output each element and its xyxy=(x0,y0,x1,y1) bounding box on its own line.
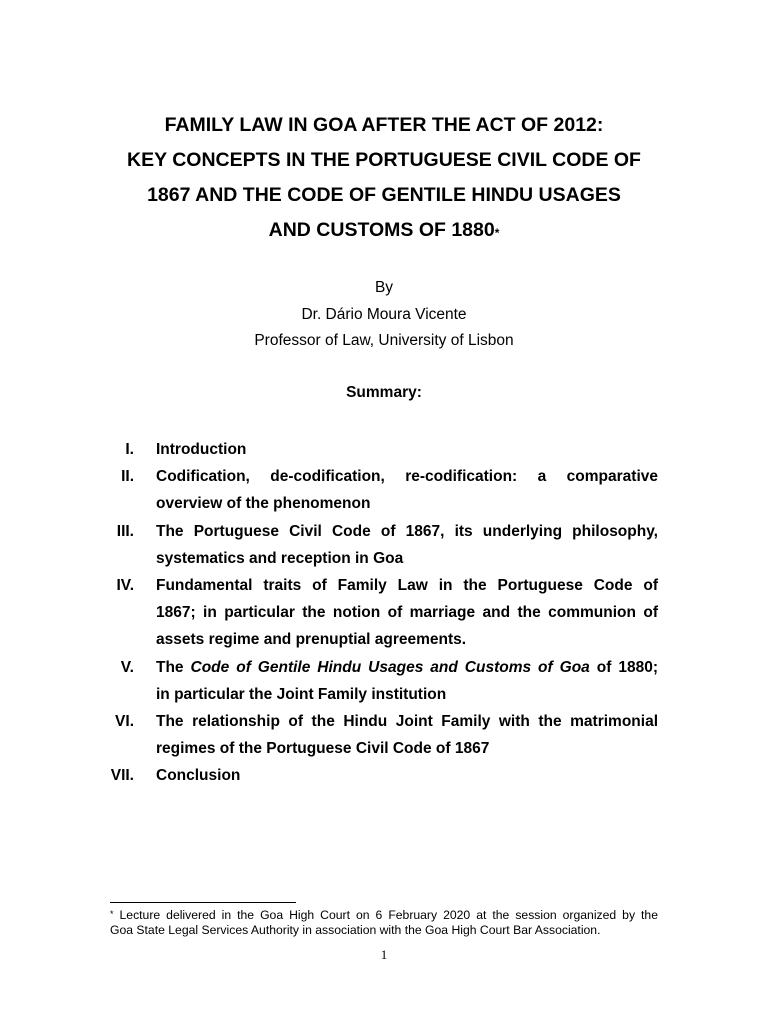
footnote-divider xyxy=(110,902,296,903)
summary-item-number: VI. xyxy=(115,713,134,731)
title-line-4-text: AND CUSTOMS OF 1880 xyxy=(268,219,495,241)
title-line-1: FAMILY LAW IN GOA AFTER THE ACT OF 2012: xyxy=(164,114,604,136)
summary-item-line: in particular the Joint Family institution xyxy=(156,685,447,703)
summary-list xyxy=(100,436,658,790)
page-number: 1 xyxy=(380,947,388,962)
summary-item-line: Codification, de-codification, re-codification: a comparative xyxy=(156,468,658,486)
summary-item-number: VII. xyxy=(110,767,134,785)
summary-item-6 xyxy=(100,708,658,762)
summary-item-line: The relationship of the Hindu Joint Family with the matrimonial xyxy=(156,713,658,731)
byline xyxy=(60,275,708,355)
summary-item-text xyxy=(156,572,658,654)
footnote-line-1-text: Lecture delivered in the Goa High Court on 6 February 2020 at the session organized by the xyxy=(113,908,658,922)
footnote xyxy=(110,908,658,937)
summary-item-5 xyxy=(100,654,658,708)
title-footnote-marker: * xyxy=(494,226,500,240)
summary-item-line: regimes of the Portuguese Civil Code of 1867 xyxy=(156,740,490,758)
summary-item-line: Introduction xyxy=(156,441,247,458)
paper-title xyxy=(60,108,708,248)
summary-item-text xyxy=(156,654,658,708)
summary-item-line: Conclusion xyxy=(156,767,241,785)
summary-heading: Summary: xyxy=(346,384,422,401)
summary-item-2 xyxy=(100,463,658,517)
summary-item-text xyxy=(156,708,658,762)
summary-item-7 xyxy=(100,762,658,789)
summary-item-line: assets regime and prenuptial agreements. xyxy=(156,631,467,649)
summary-item-number: IV. xyxy=(116,577,134,595)
summary-item-4 xyxy=(100,572,658,654)
summary-item-line: 1867; in particular the notion of marriage and the communion of xyxy=(156,604,658,622)
title-line-4 xyxy=(60,213,708,248)
summary-item-1 xyxy=(100,436,658,463)
summary-item-line: overview of the phenomenon xyxy=(156,495,371,513)
author-name: Dr. Dário Moura Vicente xyxy=(301,305,467,323)
author-affiliation: Professor of Law, University of Lisbon xyxy=(254,332,514,349)
summary-item-line: The Portuguese Civil Code of 1867, its underlying philosophy, xyxy=(156,522,658,540)
summary-item-text xyxy=(156,762,658,789)
title-line-3: 1867 AND THE CODE OF GENTILE HINDU USAGES xyxy=(147,184,621,206)
summary-item-line: systematics and reception in Goa xyxy=(156,549,404,567)
byline-by: By xyxy=(374,279,394,296)
summary-item-line: Fundamental traits of Family Law in the Portuguese Code of xyxy=(156,577,658,595)
summary-item-number: V. xyxy=(120,658,134,676)
summary-item-text xyxy=(156,463,658,517)
summary-item-number: III. xyxy=(116,522,134,540)
footnote-line-1 xyxy=(110,908,658,923)
summary-item-line xyxy=(156,654,658,681)
summary-item-number: II. xyxy=(121,468,134,486)
summary-item-text xyxy=(156,436,658,463)
title-line-2: KEY CONCEPTS IN THE PORTUGUESE CIVIL CODE OF xyxy=(127,149,641,171)
code-title-italic: Code of Gentile Hindu Usages and Customs of Goa xyxy=(190,658,590,676)
summary-item-text xyxy=(156,518,658,572)
summary-item-text-pre: The xyxy=(156,658,191,676)
summary-item-text-post: of 1880; xyxy=(589,658,658,676)
footnote-line-2: Goa State Legal Services Authority in association with the Goa High Court Bar Association. xyxy=(110,922,601,937)
summary-item-number: I. xyxy=(125,441,134,458)
summary-item-3 xyxy=(100,518,658,572)
footnote-marker: * xyxy=(110,909,114,919)
